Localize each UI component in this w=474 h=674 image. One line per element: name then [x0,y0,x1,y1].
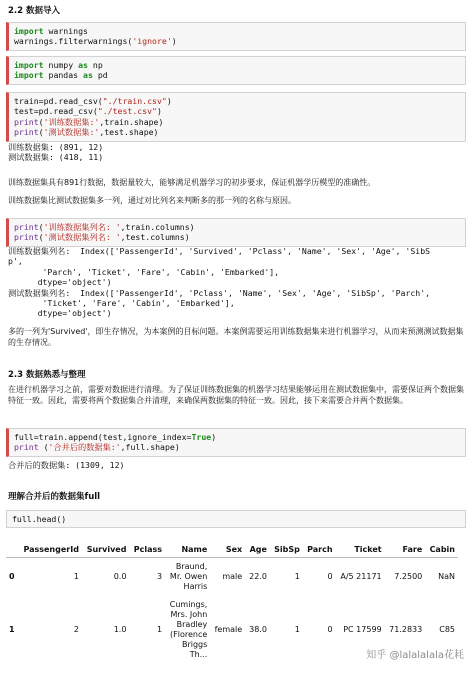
code-text: ) [171,36,177,47]
string-literal: 'ignore' [132,36,172,47]
code-cell-print-columns[interactable] [6,218,466,247]
table-cell-passengerid: 1 [73,572,79,581]
builtin-function: print [14,116,39,127]
table-cell-sex: female [214,625,243,634]
table-cell-idx: 1 [9,625,15,634]
code-text: test=pd.read_csv( [14,106,98,117]
table-cell-ticket: A/5 21171 [340,572,382,581]
code-text: ,train.columns) [120,222,195,232]
column-header: Sex [210,542,245,558]
table-cell-parch: 0 [327,572,333,581]
code-text: numpy [48,60,74,70]
table-cell-sibsp: 1 [294,572,300,581]
column-header: Survived [82,542,130,558]
table-cell-age: 38.0 [249,625,267,634]
section-heading-2-3: 2.3 数据熟悉与整理 [8,370,86,380]
string-literal: '训练数据集列名: ' [43,222,121,232]
builtin-function: print [14,127,39,138]
string-literal: "./test.csv" [97,106,157,117]
code-cell-import-libs[interactable] [6,56,466,85]
code-text: ( [38,127,44,138]
table-cell-cabin: NaN [438,572,455,581]
table-cell-sibsp: 1 [294,625,300,634]
code-text: ,test.columns) [120,232,190,243]
paragraph-compare-columns: 训练数据集比测试数据集多一列，通过对比列名来判断多的那一列的名称与原因。 [8,196,296,205]
keyword: as [83,70,93,81]
code-text: full=train.append(test,ignore_index= [14,432,192,442]
code-text: ) [211,432,217,442]
table-cell-fare: 7.2500 [394,572,423,581]
paragraph-data-cleaning: 在进行机器学习之前，需要对数据进行清理。为了保证训练数据集的机器学习结果能够运用在测试数据集中，需要保证两个数据集特征一致。因此，需要将两个数据集合并清理，来确保两数据集的特征一致。因此，接下来需要合并两个数据集。 [8,385,464,405]
builtin-function: print [14,442,39,453]
cell-output-full-shape: 合并后的数据集: (1309, 12) [8,460,125,470]
table-cell-survived: 1.0 [113,625,127,634]
code-cell-read-csv[interactable] [6,92,466,142]
code-text: ) [166,96,172,106]
table-cell-ticket: PC 17599 [343,625,382,634]
string-literal: '测试数据集列名: ' [43,232,121,243]
table-cell-idx: 0 [9,572,15,581]
code-text: ,train.shape) [99,116,164,127]
table-cell-age: 22.0 [249,572,267,581]
string-literal: '测试数据集:' [43,127,100,138]
column-header: Age [245,542,270,558]
column-header: Cabin [425,542,458,558]
builtin-function: print [14,222,39,232]
keyword: True [191,432,212,442]
code-text: ( [38,116,44,127]
string-literal: "./train.csv" [102,96,167,106]
code-text: pandas [48,70,79,81]
code-text: warnings.filterwarnings( [14,36,133,47]
keyword: as [78,60,88,70]
code-cell-head[interactable]: full.head() [6,510,466,528]
column-header: Ticket [336,542,385,558]
column-header: SibSp [270,542,303,558]
table-cell-pclass: 3 [156,572,163,581]
code-cell-import-warnings[interactable] [6,22,466,51]
section-heading-understand: 理解合并后的数据集full [8,492,101,502]
table-cell-fare: 71.2833 [389,625,423,634]
table-cell-cabin: C85 [439,625,455,634]
code-text: ( [38,232,44,243]
table-cell-name: Braund, Mr. Owen Harris [169,562,208,591]
keyword: import [14,26,44,36]
table-cell-passengerid: 2 [73,625,79,634]
table-cell-pclass: 1 [156,625,163,634]
builtin-function: print [14,232,39,243]
code-text: ) [156,106,162,117]
string-literal: '训练数据集:' [43,116,100,127]
code-text: ,full.shape) [120,442,180,453]
table-cell-parch: 0 [327,625,333,634]
paragraph-survived-target: 多的一列为'Survived'，即生存情况，为本案例的目标问题。本案例需要运用训练数据集来进行机器学习，从而来预测测试数据集的生存情况。 [8,327,464,347]
keyword: import [14,60,44,70]
cell-output-shapes: 训练数据集: (891, 12) 测试数据集: (418, 11) [8,142,104,163]
code-cell-append[interactable] [6,428,466,457]
section-heading-2-2: 2.2 数据导入 [8,6,61,16]
code-text: ,test.shape) [99,127,159,138]
column-header: Pclass [129,542,165,558]
paragraph-train-size: 训练数据集具有891行数据，数据量较大，能够满足机器学习的初步要求，保证机器学历模型的准确性。 [8,178,376,187]
code-text: train=pd.read_csv( [14,96,103,106]
column-header: Fare [385,542,426,558]
code-text: np [92,60,103,70]
column-header: PassengerId [18,542,82,558]
table-header-row [6,542,458,558]
code-text: warnings [43,26,88,36]
cell-output-columns: 训练数据集列名: Index(['PassengerId', 'Survived', 'Pclass', 'Name', 'Sex', 'Age', 'SibS p', 'Parch', 'Ticket', 'Fare', 'Cabin', 'Embarked'], dtype='object') 测试数据集列名: Index(['PassengerId', 'Pclass', 'Name', 'Sex', 'Age', 'SibSp', 'Parch', 'Ticket', 'Fare', 'Cabin', 'Embarked'], dtype='object') [8,246,431,319]
column-header: Parch [303,542,336,558]
watermark: 知乎 @lalalalala花耗 [366,650,464,661]
table-row [6,558,458,597]
table-cell-sex: male [222,572,243,581]
table-cell-survived: 0.0 [113,572,127,581]
keyword: import [14,70,44,81]
code-text: ( [38,222,44,232]
string-literal: '合并后的数据集:' [48,442,121,453]
column-header [6,542,18,558]
code-text: pd [97,70,108,81]
code-text: ( [38,442,49,453]
column-header: Name [165,542,210,558]
table-cell-name: Cumings, Mrs. John Bradley (Florence Briggs Th... [169,600,208,659]
